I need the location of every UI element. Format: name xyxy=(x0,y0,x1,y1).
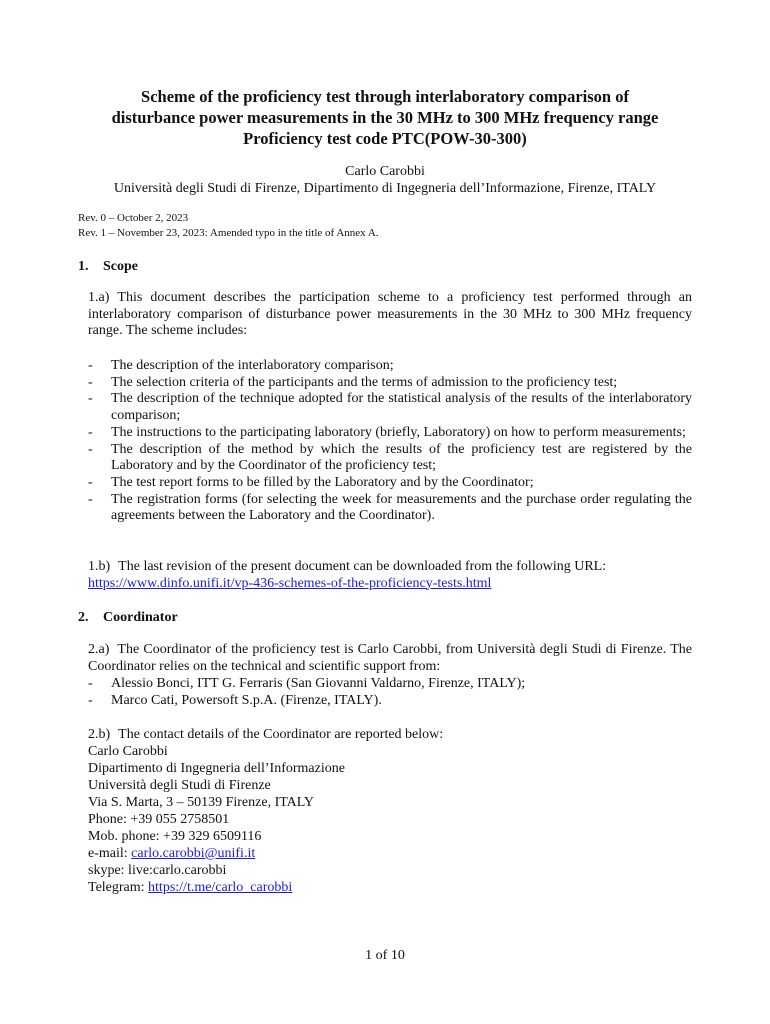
section-2-heading xyxy=(78,609,178,627)
list-item: - The registration forms (for selecting the week for measurements and the purchase order regulating the agreements between the Laboratory and the Coordinator). xyxy=(88,491,692,524)
scheme-includes-list xyxy=(88,358,692,525)
title-line-3: Proficiency test code PTC(POW-30-300) xyxy=(243,129,527,148)
section-2a-text: The Coordinator of the proficiency test is Carlo Carobbi, from Università degli Studi di Firenze. The Coordinator relies on the technical and scientific support from: xyxy=(88,642,692,674)
section-2b-label: 2.b) xyxy=(88,727,111,742)
list-item: - Alessio Bonci, ITT G. Ferraris (San Giovanni Valdarno, Firenze, ITALY); xyxy=(88,676,526,691)
contact-address: Via S. Marta, 3 – 50139 Firenze, ITALY xyxy=(88,795,315,810)
title-line-2: disturbance power measurements in the 30 MHz to 300 MHz frequency range xyxy=(111,108,659,127)
contact-telegram-label: Telegram: xyxy=(88,880,149,895)
section-2b-text: The contact details of the Coordinator are reported below: xyxy=(118,727,444,742)
section-1b-label: 1.b) xyxy=(88,559,111,574)
section-2a-paragraph xyxy=(88,642,692,675)
list-item: - The instructions to the participating laboratory (briefly, Laboratory) on how to perform measurements; xyxy=(88,424,686,440)
section-2-number: 2. xyxy=(78,610,89,625)
contact-name: Carlo Carobbi xyxy=(88,744,168,759)
section-1b-paragraph xyxy=(88,559,692,592)
section-1b-text: The last revision of the present document can be downloaded from the following URL: xyxy=(118,559,607,574)
section-1-title: Scope xyxy=(103,259,138,274)
supporters-list xyxy=(88,676,692,709)
list-item: - The description of the technique adopted for the statistical analysis of the results of the interlaboratory comparison; xyxy=(88,391,692,424)
title-line-1: Scheme of the proficiency test through interlaboratory comparison of xyxy=(141,87,629,106)
document-title xyxy=(40,86,730,149)
page-number: 1 of 10 xyxy=(365,948,405,963)
list-item: - The test report forms to be filled by the Laboratory and by the Coordinator; xyxy=(88,474,534,490)
list-item: - The selection criteria of the participants and the terms of admission to the proficiency test; xyxy=(88,374,618,390)
contact-university: Università degli Studi di Firenze xyxy=(88,778,271,793)
section-1-number: 1. xyxy=(78,259,89,274)
contact-email-link[interactable]: carlo.carobbi@unifi.it xyxy=(131,846,256,861)
revision-1: Rev. 1 – November 23, 2023: Amended typo in the title of Annex A. xyxy=(78,227,379,239)
list-item: - The description of the method by which the results of the proficiency test are registered by the Laboratory and by the Coordinator of the proficiency test; xyxy=(88,441,692,474)
contact-department: Dipartimento di Ingegneria dell’Informazione xyxy=(88,761,345,776)
section-1a-paragraph xyxy=(88,290,692,340)
section-1-heading xyxy=(78,258,138,276)
list-item: - The description of the interlaboratory comparison; xyxy=(88,358,394,373)
affiliation: Università degli Studi di Firenze, Dipartimento di Ingegneria dell’Informazione, Firenze, ITALY xyxy=(113,181,657,196)
contact-skype: skype: live:carlo.carobbi xyxy=(88,863,227,878)
section-2a-label: 2.a) xyxy=(88,642,110,657)
contact-phone: Phone: +39 055 2758501 xyxy=(88,812,230,827)
coordinator-contact-block xyxy=(88,726,692,896)
contact-email-label: e-mail: xyxy=(88,846,132,861)
download-url-link[interactable]: https://www.dinfo.unifi.it/vp-436-schemes-of-the-proficiency-tests.html xyxy=(88,575,492,591)
revision-0: Rev. 0 – October 2, 2023 xyxy=(78,212,189,224)
contact-telegram-link[interactable]: https://t.me/carlo_carobbi xyxy=(148,880,293,895)
section-1a-text: This document describes the participation scheme to a proficiency test performed through an interlaboratory comparison of disturbance power measurements in the 30 MHz to 300 MHz frequency range. The scheme includes: xyxy=(88,290,692,338)
author: Carlo Carobbi xyxy=(345,164,425,179)
section-2-title: Coordinator xyxy=(103,610,178,625)
list-item: - Marco Cati, Powersoft S.p.A. (Firenze, ITALY). xyxy=(88,692,382,708)
section-1a-label: 1.a) xyxy=(88,290,110,305)
contact-mobile: Mob. phone: +39 329 6509116 xyxy=(88,829,262,844)
